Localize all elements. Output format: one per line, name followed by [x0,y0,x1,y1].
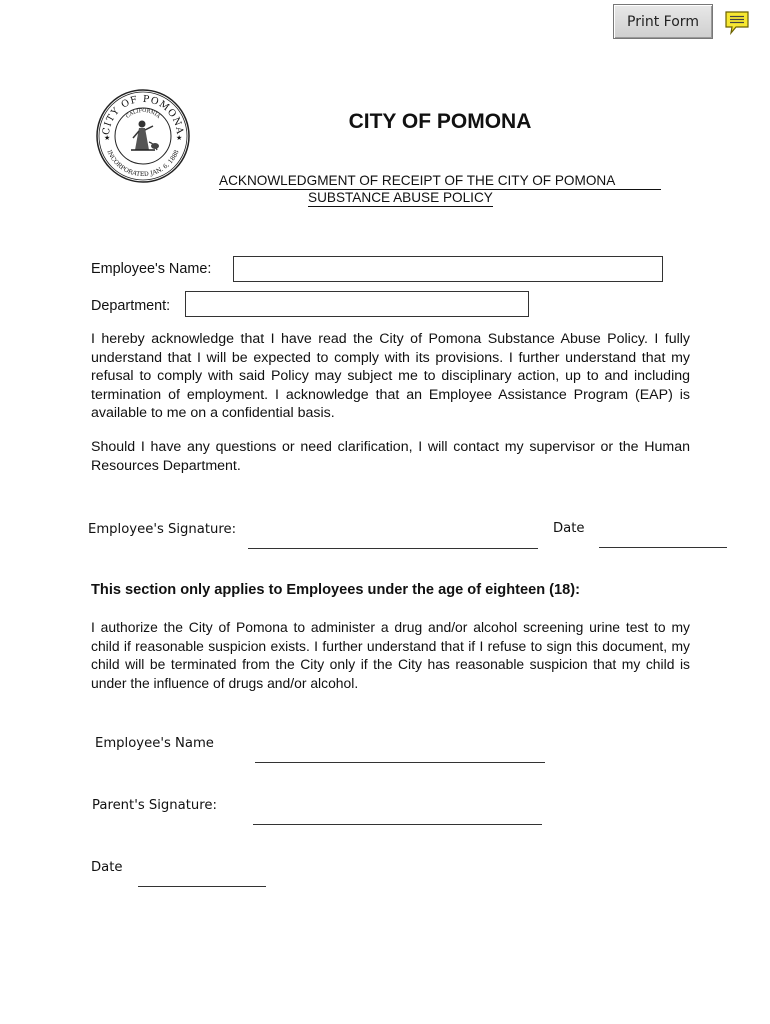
minor-employee-name-line[interactable] [255,762,545,763]
city-seal [95,88,191,184]
minor-date-label: Date [91,860,123,875]
signature-date-line[interactable] [599,547,727,548]
signature-date-label: Date [553,521,585,536]
parent-signature-label: Parent's Signature: [92,798,217,813]
minor-section-heading: This section only applies to Employees under the age of eighteen (18): [91,582,580,598]
questions-paragraph: Should I have any questions or need clarification, I will contact my supervisor or the Human Resources Department. [91,439,690,474]
employee-name-input[interactable] [233,256,663,282]
seal-state-text: CALIFORNIA [124,107,162,120]
acknowledgment-paragraph: I hereby acknowledge that I have read the City of Pomona Substance Abuse Policy. I fully understand that I will be expected to comply with its provisions. I further understand that my refusal to comply with said Policy may subject me to disciplinary action, up to and including termination of employment. I acknowledge that an Employee Assistance Program (EAP) is available to me on a confidential basis. [91,331,690,422]
minor-authorization-paragraph: I authorize the City of Pomona to administer a drug and/or alcohol screening urine test to my child if reasonable suspicion exists. I further understand that if I refuse to sign this document, my child will be terminated from the City only if the City has reasonable suspicion that my child is under the influence of drugs and/or alcohol. [91,619,690,691]
employee-signature-line[interactable] [248,548,538,549]
svg-text:★: ★ [104,135,111,142]
department-input[interactable] [185,291,529,317]
subtitle-line-1: ACKNOWLEDGMENT OF RECEIPT OF THE CITY OF POMONA [219,173,661,190]
employee-name-label: Employee's Name: [91,261,212,277]
subtitle-line-2: SUBSTANCE ABUSE POLICY [308,190,493,205]
seal-bottom-text: INCORPORATED JAN. 6, 1888 [105,149,181,179]
minor-employee-name-label: Employee's Name [95,736,214,751]
print-form-button[interactable]: Print Form [613,4,713,39]
employee-signature-label: Employee's Signature: [88,522,237,537]
department-label: Department: [91,298,171,314]
seal-top-text: CITY OF POMONA [100,93,186,136]
comment-icon[interactable] [724,10,750,36]
svg-text:★: ★ [176,135,183,142]
parent-signature-line[interactable] [253,824,542,825]
minor-date-line[interactable] [138,886,266,887]
page-title: CITY OF POMONA [348,110,532,133]
